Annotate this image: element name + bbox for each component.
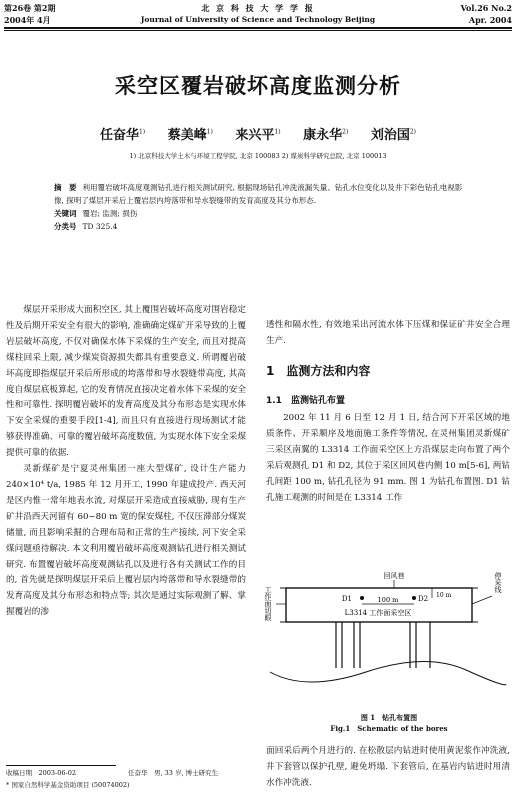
keywords	[54, 207, 464, 220]
right-column-bottom	[266, 744, 510, 792]
distance-label: 100 m	[377, 596, 399, 604]
keywords-label: 关键词	[54, 209, 77, 218]
author-mark: 1)	[274, 128, 281, 136]
bore-d2-marker	[412, 596, 416, 600]
stop-pointer	[472, 596, 492, 604]
keywords-text: 覆岩; 监测; 损伤	[82, 209, 138, 218]
body-paragraph: 面回采后两个月进行的. 在松散层内钻进时使用黄泥浆作冲洗液, 井下套管以保护孔壁, 避免坍塌. 下套管后, 在基岩内钻进时用清水作冲洗液.	[266, 746, 510, 788]
footnote-bio: 任奋华 男, 33 岁, 博士研究生	[128, 769, 219, 777]
body-paragraph: 煤层开采形成大面积空区, 其上覆围岩破坏高度对围岩稳定性及后期开采安全有很大的影响, 准确确定煤矿开采导致的上覆岩层破坏高度, 不仅对确保水体下采煤的生产安全, 而且对提高煤柱回采上限, 减少煤炭资源损失都具有重要意义. 所谓覆岩破坏高度即指煤层开采后所形成的垮落带和导水裂缝带高度, 其高度自煤层底板算起, 它的发育情况直接决定着水体下采煤的安全性和可靠性. 探明覆岩破坏的发育高度及其分布形态是实现水体下安全采煤的重要手段[1-4], 而且只有直接进行现场测试才能够获得准确、可靠的覆岩破坏高度数值, 为实现水体下安全采煤提供可靠的依据.	[6, 305, 246, 459]
panel-label: L3314 工作面采空区	[344, 609, 412, 617]
bore-d1-label: D1	[341, 595, 352, 603]
body-paragraph: 2002 年 11 月 6 日至 12 月 1 日, 结合河下开采区域的地质条件、开采顺序及地面施工条件等情况, 在灵州集团灵新煤矿三采区南翼的 L3314 工作面采空区上方沿煤层走向布置了两个采后观测孔 D1 和 D2, 其位于采区回风巷内侧 10 m[5-6], 两钻孔间距 100 m, 钻孔孔径为 91 mm. 图 1 为钻孔布置图. D1 钻孔施工观测的时间是在 L3314 工作	[266, 413, 510, 503]
header-volume-en: Vol.26 No.2	[460, 3, 512, 13]
footnote-rule	[6, 765, 116, 766]
author-mark: 2)	[409, 128, 417, 136]
body-paragraph: 灵新煤矿是宁夏灵州集团一座大型煤矿, 设计生产能力 240×10⁴ t/a, 1985 年 12 月开工, 1990 年建成投产. 西天河是区内惟一常年地表水流, 对煤层开采造成直接威胁, 现有生产矿井沿西天河留有 60~80 m 宽的保安煤柱, 不仅压滞部分煤炭储量, 而且影响采掘的合理布局和正常的生产接续, 河下安全采煤问题亟待解决. 本文利用覆岩破坏高度观测钻孔进行相关测试研究. 布置覆岩破坏高度观测钻孔以及进行各有关测试工作的目的, 首先就是探明煤层开采后上覆岩层内垮落带和导水裂缝带的发育高度及其分布形态和特点等; 其次是通过实际观测了解、掌握覆岩的渗	[6, 464, 246, 618]
abstract-text: 利用覆岩破坏高度观测钻孔进行相关测试研究, 根据现场钻孔冲洗液漏失量、钻孔水位变化以及井下彩色钻孔电视影像, 探明了煤层开采后上覆岩层内垮落带和导水裂缝带的发育高度及其分布形态.	[54, 183, 463, 205]
header-rule-thick	[4, 27, 512, 29]
bore-d1-marker	[360, 596, 364, 600]
author-name: 康永华	[303, 128, 343, 143]
affiliation: 1) 北京科技大学土木与环境工程学院, 北京 100083 2) 煤炭科学研究总院, 北京 100013	[129, 152, 387, 160]
abstract	[54, 181, 464, 207]
airway-label: 回风巷	[383, 572, 405, 580]
author-mark: 1)	[206, 128, 213, 136]
classification-text: TD 325.4	[82, 222, 118, 231]
header-date-en: Apr. 2004	[468, 15, 512, 25]
author-name: 来兴平	[235, 128, 275, 143]
body-paragraph: 透性和隔水性, 有效地采出河流水体下压煤和保证矿井安全合理生产.	[266, 320, 510, 346]
left-column	[6, 303, 246, 621]
offset-label: 10 m	[436, 592, 452, 599]
footnote-fund: * 国家自然科学基金资助项目 (50074002)	[6, 781, 130, 789]
figure-caption-en: Fig.1 Schematic of the bores	[330, 724, 448, 733]
river-curve	[270, 661, 506, 684]
header-volume: 第26卷 第2期	[4, 3, 56, 13]
author-mark: 1)	[138, 128, 146, 136]
footnote-received: 收稿日期 2003-06-02	[6, 769, 76, 777]
author-name: 蔡美峰	[167, 128, 207, 143]
header-date: 2004年 4月	[4, 15, 51, 25]
author-mark: 2)	[342, 128, 349, 136]
figure-caption-cn: 图 1 钻孔布置图	[360, 713, 418, 722]
classification	[54, 220, 464, 233]
subsection-heading: 1.1 监测钻孔布置	[266, 396, 345, 406]
stop-label: 停采线	[494, 572, 502, 593]
header-rule-thin	[4, 30, 512, 31]
header-journal-en: Journal of University of Science and Technology Beijing	[140, 15, 376, 24]
cut-label: 工作面切眼	[264, 586, 272, 621]
author-name: 刘治国	[370, 128, 410, 143]
right-column-body	[266, 411, 510, 506]
author-name: 任奋华	[99, 128, 139, 143]
classification-label: 分类号	[54, 222, 77, 231]
header-journal-cn: 北 京 科 技 大 学 学 报	[201, 3, 315, 13]
right-column-top	[266, 318, 510, 350]
author-list	[0, 124, 516, 143]
access-roadways	[336, 622, 430, 668]
bore-layout-figure	[266, 564, 512, 704]
section-heading: 1 监测方法和内容	[266, 364, 371, 378]
abstract-block	[54, 181, 464, 233]
abstract-label: 摘 要	[54, 183, 77, 192]
paper-title: 采空区覆岩破坏高度监测分析	[115, 74, 401, 98]
bore-d2-label: D2	[418, 595, 429, 603]
